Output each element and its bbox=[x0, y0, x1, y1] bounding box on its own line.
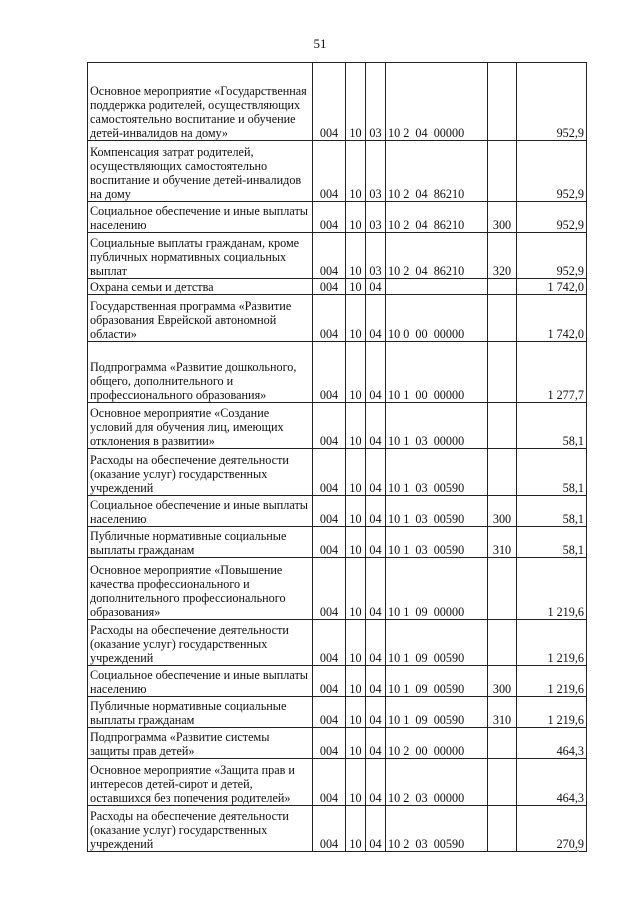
table-row bbox=[88, 295, 587, 342]
expense-type-cell bbox=[488, 342, 517, 403]
target-article-cell: 10 1 09 00000 bbox=[386, 558, 488, 620]
ministry-code-cell: 004 bbox=[313, 279, 346, 295]
target-article-cell: 10 1 03 00590 bbox=[386, 449, 488, 496]
expense-type-cell: 310 bbox=[488, 527, 517, 558]
expense-type-cell bbox=[488, 279, 517, 295]
section-code-cell: 10 bbox=[346, 697, 366, 728]
expense-type-cell: 320 bbox=[488, 233, 517, 279]
table-row bbox=[88, 697, 587, 728]
section-code-cell: 10 bbox=[346, 63, 366, 141]
target-article-cell: 10 0 00 00000 bbox=[386, 295, 488, 342]
expense-type-cell bbox=[488, 449, 517, 496]
row-name-cell: Публичные нормативные социальные выплаты гражданам bbox=[88, 697, 313, 728]
budget-table bbox=[87, 62, 587, 852]
amount-cell: 1 219,6 bbox=[517, 620, 587, 666]
table-row bbox=[88, 342, 587, 403]
target-article-cell: 10 2 03 00000 bbox=[386, 759, 488, 806]
row-name-cell: Социальные выплаты гражданам, кроме публичных нормативных социальных выплат bbox=[88, 233, 313, 279]
amount-cell: 270,9 bbox=[517, 806, 587, 852]
ministry-code-cell: 004 bbox=[313, 449, 346, 496]
amount-cell: 952,9 bbox=[517, 63, 587, 141]
ministry-code-cell: 004 bbox=[313, 202, 346, 233]
page-number: 51 bbox=[313, 36, 327, 51]
table-row bbox=[88, 666, 587, 697]
expense-type-cell bbox=[488, 403, 517, 449]
section-code-cell: 10 bbox=[346, 666, 366, 697]
section-code-cell: 10 bbox=[346, 233, 366, 279]
row-name-cell: Расходы на обеспечение деятельности (оказание услуг) государственных учреждений bbox=[88, 449, 313, 496]
amount-cell: 1 277,7 bbox=[517, 342, 587, 403]
section-code-cell: 10 bbox=[346, 806, 366, 852]
subsection-code-cell: 04 bbox=[366, 295, 386, 342]
subsection-code-cell: 04 bbox=[366, 527, 386, 558]
expense-type-cell bbox=[488, 620, 517, 666]
expense-type-cell bbox=[488, 728, 517, 759]
table-row bbox=[88, 202, 587, 233]
row-name-cell: Основное мероприятие «Создание условий для обучения лиц, имеющих отклонения в развитии» bbox=[88, 403, 313, 449]
table-row bbox=[88, 527, 587, 558]
subsection-code-cell: 04 bbox=[366, 279, 386, 295]
subsection-code-cell: 03 bbox=[366, 233, 386, 279]
ministry-code-cell: 004 bbox=[313, 620, 346, 666]
target-article-cell: 10 1 03 00000 bbox=[386, 403, 488, 449]
table-row bbox=[88, 403, 587, 449]
ministry-code-cell: 004 bbox=[313, 759, 346, 806]
ministry-code-cell: 004 bbox=[313, 496, 346, 527]
table-row bbox=[88, 620, 587, 666]
subsection-code-cell: 04 bbox=[366, 342, 386, 403]
ministry-code-cell: 004 bbox=[313, 63, 346, 141]
expense-type-cell: 300 bbox=[488, 666, 517, 697]
amount-cell: 58,1 bbox=[517, 403, 587, 449]
table-row bbox=[88, 806, 587, 852]
ministry-code-cell: 004 bbox=[313, 403, 346, 449]
table-row bbox=[88, 728, 587, 759]
table-row bbox=[88, 141, 587, 202]
target-article-cell: 10 2 04 00000 bbox=[386, 63, 488, 141]
table-row bbox=[88, 279, 587, 295]
section-code-cell: 10 bbox=[346, 279, 366, 295]
subsection-code-cell: 04 bbox=[366, 806, 386, 852]
row-name-cell: Подпрограмма «Развитие системы защиты прав детей» bbox=[88, 728, 313, 759]
section-code-cell: 10 bbox=[346, 620, 366, 666]
expense-type-cell: 300 bbox=[488, 496, 517, 527]
subsection-code-cell: 04 bbox=[366, 697, 386, 728]
subsection-code-cell: 04 bbox=[366, 620, 386, 666]
table-row bbox=[88, 63, 587, 141]
amount-cell: 1 219,6 bbox=[517, 666, 587, 697]
subsection-code-cell: 03 bbox=[366, 141, 386, 202]
amount-cell: 58,1 bbox=[517, 527, 587, 558]
table-row bbox=[88, 496, 587, 527]
amount-cell: 1 219,6 bbox=[517, 558, 587, 620]
subsection-code-cell: 04 bbox=[366, 403, 386, 449]
amount-cell: 464,3 bbox=[517, 728, 587, 759]
section-code-cell: 10 bbox=[346, 527, 366, 558]
ministry-code-cell: 004 bbox=[313, 527, 346, 558]
target-article-cell: 10 2 04 86210 bbox=[386, 141, 488, 202]
row-name-cell: Социальное обеспечение и иные выплаты населению bbox=[88, 666, 313, 697]
target-article-cell: 10 2 03 00590 bbox=[386, 806, 488, 852]
target-article-cell: 10 1 09 00590 bbox=[386, 620, 488, 666]
ministry-code-cell: 004 bbox=[313, 806, 346, 852]
subsection-code-cell: 04 bbox=[366, 728, 386, 759]
amount-cell: 1 219,6 bbox=[517, 697, 587, 728]
section-code-cell: 10 bbox=[346, 295, 366, 342]
ministry-code-cell: 004 bbox=[313, 697, 346, 728]
target-article-cell: 10 1 03 00590 bbox=[386, 496, 488, 527]
expense-type-cell bbox=[488, 141, 517, 202]
expense-type-cell bbox=[488, 295, 517, 342]
section-code-cell: 10 bbox=[346, 728, 366, 759]
ministry-code-cell: 004 bbox=[313, 666, 346, 697]
section-code-cell: 10 bbox=[346, 449, 366, 496]
subsection-code-cell: 04 bbox=[366, 666, 386, 697]
table-row bbox=[88, 449, 587, 496]
section-code-cell: 10 bbox=[346, 342, 366, 403]
table-row bbox=[88, 233, 587, 279]
amount-cell: 58,1 bbox=[517, 496, 587, 527]
ministry-code-cell: 004 bbox=[313, 728, 346, 759]
row-name-cell: Социальное обеспечение и иные выплаты населению bbox=[88, 202, 313, 233]
amount-cell: 464,3 bbox=[517, 759, 587, 806]
amount-cell: 952,9 bbox=[517, 202, 587, 233]
subsection-code-cell: 04 bbox=[366, 759, 386, 806]
row-name-cell: Компенсация затрат родителей, осуществляющих самостоятельно воспитание и обучение детей-инвалидов на дому bbox=[88, 141, 313, 202]
ministry-code-cell: 004 bbox=[313, 295, 346, 342]
amount-cell: 952,9 bbox=[517, 141, 587, 202]
subsection-code-cell: 03 bbox=[366, 202, 386, 233]
row-name-cell: Основное мероприятие «Повышение качества профессионального и дополнительного профессионального образования» bbox=[88, 558, 313, 620]
row-name-cell: Подпрограмма «Развитие дошкольного, общего, дополнительного и профессионального образования» bbox=[88, 342, 313, 403]
section-code-cell: 10 bbox=[346, 558, 366, 620]
section-code-cell: 10 bbox=[346, 403, 366, 449]
amount-cell: 58,1 bbox=[517, 449, 587, 496]
section-code-cell: 10 bbox=[346, 496, 366, 527]
target-article-cell: 10 2 00 00000 bbox=[386, 728, 488, 759]
target-article-cell: 10 1 00 00000 bbox=[386, 342, 488, 403]
amount-cell: 1 742,0 bbox=[517, 295, 587, 342]
target-article-cell: 10 2 04 86210 bbox=[386, 202, 488, 233]
row-name-cell: Публичные нормативные социальные выплаты гражданам bbox=[88, 527, 313, 558]
section-code-cell: 10 bbox=[346, 141, 366, 202]
subsection-code-cell: 03 bbox=[366, 63, 386, 141]
row-name-cell: Социальное обеспечение и иные выплаты населению bbox=[88, 496, 313, 527]
row-name-cell: Основное мероприятие «Государственная поддержка родителей, осуществляющих самостоятельно воспитание и обучение детей-инвалидов на дому» bbox=[88, 63, 313, 141]
target-article-cell: 10 2 04 86210 bbox=[386, 233, 488, 279]
scan-speck bbox=[577, 850, 579, 852]
ministry-code-cell: 004 bbox=[313, 141, 346, 202]
row-name-cell: Основное мероприятие «Защита прав и интересов детей-сирот и детей, оставшихся без попечения родителей» bbox=[88, 759, 313, 806]
section-code-cell: 10 bbox=[346, 202, 366, 233]
amount-cell: 1 742,0 bbox=[517, 279, 587, 295]
target-article-cell: 10 1 09 00590 bbox=[386, 666, 488, 697]
target-article-cell bbox=[386, 279, 488, 295]
target-article-cell: 10 1 09 00590 bbox=[386, 697, 488, 728]
subsection-code-cell: 04 bbox=[366, 558, 386, 620]
row-name-cell: Государственная программа «Развитие образования Еврейской автономной области» bbox=[88, 295, 313, 342]
table-row bbox=[88, 558, 587, 620]
expense-type-cell bbox=[488, 63, 517, 141]
section-code-cell: 10 bbox=[346, 759, 366, 806]
subsection-code-cell: 04 bbox=[366, 496, 386, 527]
subsection-code-cell: 04 bbox=[366, 449, 386, 496]
row-name-cell: Охрана семьи и детства bbox=[88, 279, 313, 295]
ministry-code-cell: 004 bbox=[313, 342, 346, 403]
row-name-cell: Расходы на обеспечение деятельности (оказание услуг) государственных учреждений bbox=[88, 806, 313, 852]
amount-cell: 952,9 bbox=[517, 233, 587, 279]
expense-type-cell bbox=[488, 806, 517, 852]
target-article-cell: 10 1 03 00590 bbox=[386, 527, 488, 558]
expense-type-cell: 300 bbox=[488, 202, 517, 233]
row-name-cell: Расходы на обеспечение деятельности (оказание услуг) государственных учреждений bbox=[88, 620, 313, 666]
ministry-code-cell: 004 bbox=[313, 558, 346, 620]
expense-type-cell: 310 bbox=[488, 697, 517, 728]
expense-type-cell bbox=[488, 759, 517, 806]
table-row bbox=[88, 759, 587, 806]
ministry-code-cell: 004 bbox=[313, 233, 346, 279]
expense-type-cell bbox=[488, 558, 517, 620]
